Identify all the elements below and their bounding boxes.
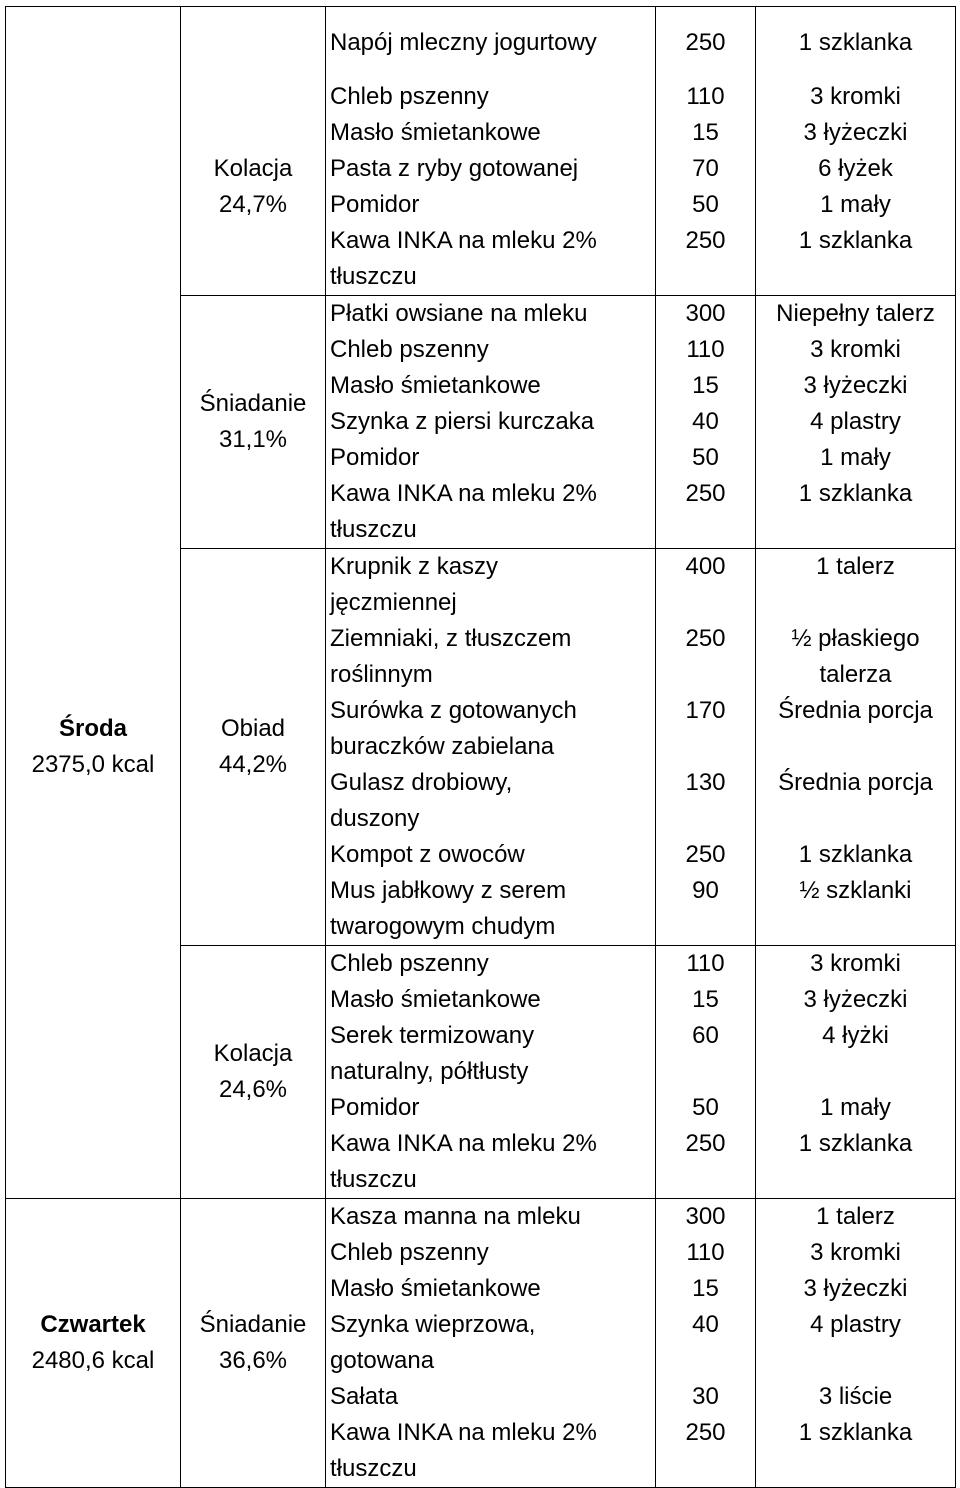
food-item-portion: 1 szklanka (798, 841, 913, 868)
meal-percent: 24,6% (218, 1076, 288, 1103)
food-item-portion: 1 talerz (816, 1203, 895, 1230)
meal-cell (181, 549, 326, 946)
food-item-portion: 4 plastry (810, 1311, 901, 1338)
meal-percent: 31,1% (218, 426, 288, 453)
food-item-portion: Niepełny talerz (776, 300, 935, 327)
food-item-grams: 70 (692, 155, 719, 182)
grams-cell (656, 549, 756, 946)
meal-name: Śniadanie (199, 1311, 307, 1338)
food-item-name: Gulasz drobiowy, (330, 769, 513, 796)
spacer (660, 657, 751, 693)
food-item-name: tłuszczu (330, 516, 417, 543)
food-item-grams: 15 (692, 372, 719, 399)
food-item-grams: 60 (692, 1022, 719, 1049)
meal-cell (181, 7, 326, 80)
meal-percent (185, 43, 321, 79)
spacer (660, 1451, 751, 1487)
food-item-grams: 40 (692, 408, 719, 435)
food-item-portion: 3 łyżeczki (803, 372, 908, 399)
food-item-portion: 3 kromki (810, 1239, 901, 1266)
day-cell (6, 7, 181, 296)
food-item-name: tłuszczu (330, 1455, 417, 1482)
food-item-grams: 50 (692, 444, 719, 471)
meal-plan-body (6, 7, 956, 1488)
food-item-portion: 3 liście (818, 1383, 893, 1410)
meal-cell (181, 946, 326, 1199)
meal-percent: 36,6% (218, 1347, 288, 1374)
food-item-name: Napój mleczny jogurtowy (330, 29, 597, 56)
spacer (660, 512, 751, 548)
food-items-cell (326, 946, 656, 1199)
food-item-portion: ½ płaskiego talerza (791, 625, 920, 688)
food-item-name: Ziemniaki, z tłuszczem (330, 625, 572, 652)
grams-cell (656, 79, 756, 296)
food-item-grams: 110 (686, 83, 725, 110)
food-item-name: Pasta z ryby gotowanej (330, 155, 579, 182)
meal-row (6, 296, 956, 549)
day-cell (6, 1199, 181, 1488)
day-kcal: 2480,6 kcal (31, 1347, 155, 1374)
food-item-portion: Średnia porcja (778, 769, 933, 796)
food-items-cell (326, 7, 656, 80)
food-item-name: Surówka z gotowanych (330, 697, 577, 724)
food-item-name: Pomidor (330, 1094, 420, 1121)
day-name: Środa (58, 714, 127, 742)
food-item-portion: 1 mały (820, 444, 891, 471)
food-item-grams: 110 (686, 1239, 725, 1266)
food-item-portion: 1 szklanka (798, 227, 913, 254)
food-item-name: duszony (330, 805, 420, 832)
spacer (660, 1162, 751, 1198)
food-item-grams: 250 (685, 1419, 726, 1446)
food-item-grams: 130 (685, 769, 726, 796)
food-item-name: Kawa INKA na mleku 2% (330, 1419, 597, 1446)
day-kcal (10, 151, 176, 187)
meal-name: Kolacja (213, 1040, 293, 1067)
food-item-portion: 3 łyżeczki (803, 119, 908, 146)
food-item-grams: 110 (686, 950, 725, 977)
meal-row (6, 1199, 956, 1488)
food-item-grams: 300 (685, 300, 726, 327)
food-item-name: Pomidor (330, 191, 420, 218)
food-item-grams: 30 (692, 1383, 719, 1410)
food-item-portion: 1 szklanka (798, 1130, 913, 1157)
food-item-grams: 15 (692, 1275, 719, 1302)
food-item-portion: 3 kromki (810, 83, 901, 110)
food-items-cell (326, 79, 656, 296)
food-item-portion: 1 talerz (816, 553, 895, 580)
meal-name: Obiad (220, 715, 286, 742)
food-item-grams: 15 (692, 119, 719, 146)
grams-cell (656, 946, 756, 1199)
food-items-cell (326, 549, 656, 946)
food-item-name: tłuszczu (330, 1166, 417, 1193)
meal-name: Kolacja (213, 155, 293, 182)
day-cell (6, 296, 181, 1199)
food-items-cell (326, 296, 656, 549)
meal-cell (181, 296, 326, 549)
spacer (660, 259, 751, 295)
food-item-name: Masło śmietankowe (330, 1275, 541, 1302)
food-item-portion: ½ szklanki (799, 877, 912, 904)
spacer (660, 729, 751, 765)
day-name: Czwartek (40, 1311, 146, 1338)
food-item-name: Kompot z owoców (330, 841, 525, 868)
food-item-name: naturalny, półtłusty (330, 1058, 529, 1085)
portions-cell (756, 1199, 956, 1488)
food-item-portion: 3 łyżeczki (803, 1275, 908, 1302)
food-item-name: gotowana (330, 1347, 435, 1374)
food-item-grams: 50 (692, 191, 719, 218)
food-item-name: tłuszczu (330, 263, 417, 290)
food-item-grams: 250 (685, 625, 726, 652)
food-item-portion: 3 kromki (810, 950, 901, 977)
food-item-grams: 250 (685, 1130, 726, 1157)
food-item-name: Szynka z piersi kurczaka (330, 408, 595, 435)
portions-cell (756, 296, 956, 549)
food-item-grams: 90 (692, 877, 719, 904)
food-item-grams: 250 (685, 841, 726, 868)
food-item-name: Mus jabłkowy z serem (330, 877, 567, 904)
food-item-name: Masło śmietankowe (330, 119, 541, 146)
food-item-portion: 1 szklanka (798, 29, 913, 56)
food-item-name: Chleb pszenny (330, 83, 489, 110)
portions-cell (756, 946, 956, 1199)
spacer (660, 909, 751, 945)
food-item-name: roślinnym (330, 661, 433, 688)
food-item-grams: 110 (686, 336, 725, 363)
spacer (660, 1343, 751, 1379)
food-item-name: Serek termizowany (330, 1022, 535, 1049)
food-item-portion: 4 plastry (810, 408, 901, 435)
grams-cell (656, 7, 756, 80)
portions-cell (756, 7, 956, 80)
meal-cell (181, 1199, 326, 1488)
food-item-name: Kawa INKA na mleku 2% (330, 480, 597, 507)
food-items-cell (326, 1199, 656, 1488)
day-kcal: 2375,0 kcal (31, 750, 155, 778)
food-item-name: Kasza manna na mleku (330, 1203, 581, 1230)
food-item-grams: 250 (685, 480, 726, 507)
food-item-name: twarogowym chudym (330, 913, 556, 940)
meal-row (6, 7, 956, 80)
food-item-portion: 3 kromki (810, 336, 901, 363)
food-item-name: Chleb pszenny (330, 950, 489, 977)
food-item-portion: Średnia porcja (778, 697, 933, 724)
food-item-grams: 15 (692, 986, 719, 1013)
meal-plan-table (5, 6, 956, 1488)
meal-percent: 44,2% (218, 751, 288, 778)
spacer (660, 801, 751, 837)
meal-cell (181, 79, 326, 296)
food-item-name: buraczków zabielana (330, 733, 555, 760)
food-item-name: Krupnik z kaszy (330, 553, 499, 580)
food-item-name: jęczmiennej (330, 589, 457, 616)
food-item-portion: 1 mały (820, 191, 891, 218)
food-item-grams: 170 (685, 697, 726, 724)
portions-cell (756, 549, 956, 946)
meal-name: Śniadanie (199, 390, 307, 417)
day-name (10, 115, 176, 151)
food-item-name: Płatki owsiane na mleku (330, 300, 588, 327)
food-item-name: Chleb pszenny (330, 336, 489, 363)
grams-cell (656, 296, 756, 549)
food-item-grams: 50 (692, 1094, 719, 1121)
meal-percent: 24,7% (218, 191, 288, 218)
food-item-name: Szynka wieprzowa, (330, 1311, 536, 1338)
food-item-name: Masło śmietankowe (330, 372, 541, 399)
food-item-grams: 300 (685, 1203, 726, 1230)
food-item-grams: 40 (692, 1311, 719, 1338)
grams-cell (656, 1199, 756, 1488)
food-item-name: Sałata (330, 1383, 399, 1410)
food-item-name: Masło śmietankowe (330, 986, 541, 1013)
food-item-grams: 400 (685, 553, 726, 580)
food-item-name: Chleb pszenny (330, 1239, 489, 1266)
food-item-portion: 1 mały (820, 1094, 891, 1121)
food-item-name: Kawa INKA na mleku 2% (330, 227, 597, 254)
spacer (660, 585, 751, 621)
food-item-name: Kawa INKA na mleku 2% (330, 1130, 597, 1157)
food-item-portion: 6 łyżek (818, 155, 893, 182)
food-item-name: Pomidor (330, 444, 420, 471)
spacer (660, 1054, 751, 1090)
food-item-portion: 3 łyżeczki (803, 986, 908, 1013)
food-item-portion: 4 łyżki (822, 1022, 889, 1049)
food-item-portion: 1 szklanka (798, 480, 913, 507)
food-item-portion: 1 szklanka (798, 1419, 913, 1446)
portions-cell (756, 79, 956, 296)
meal-name (185, 7, 321, 43)
food-item-grams: 250 (685, 227, 726, 254)
food-item-grams: 250 (685, 29, 726, 56)
